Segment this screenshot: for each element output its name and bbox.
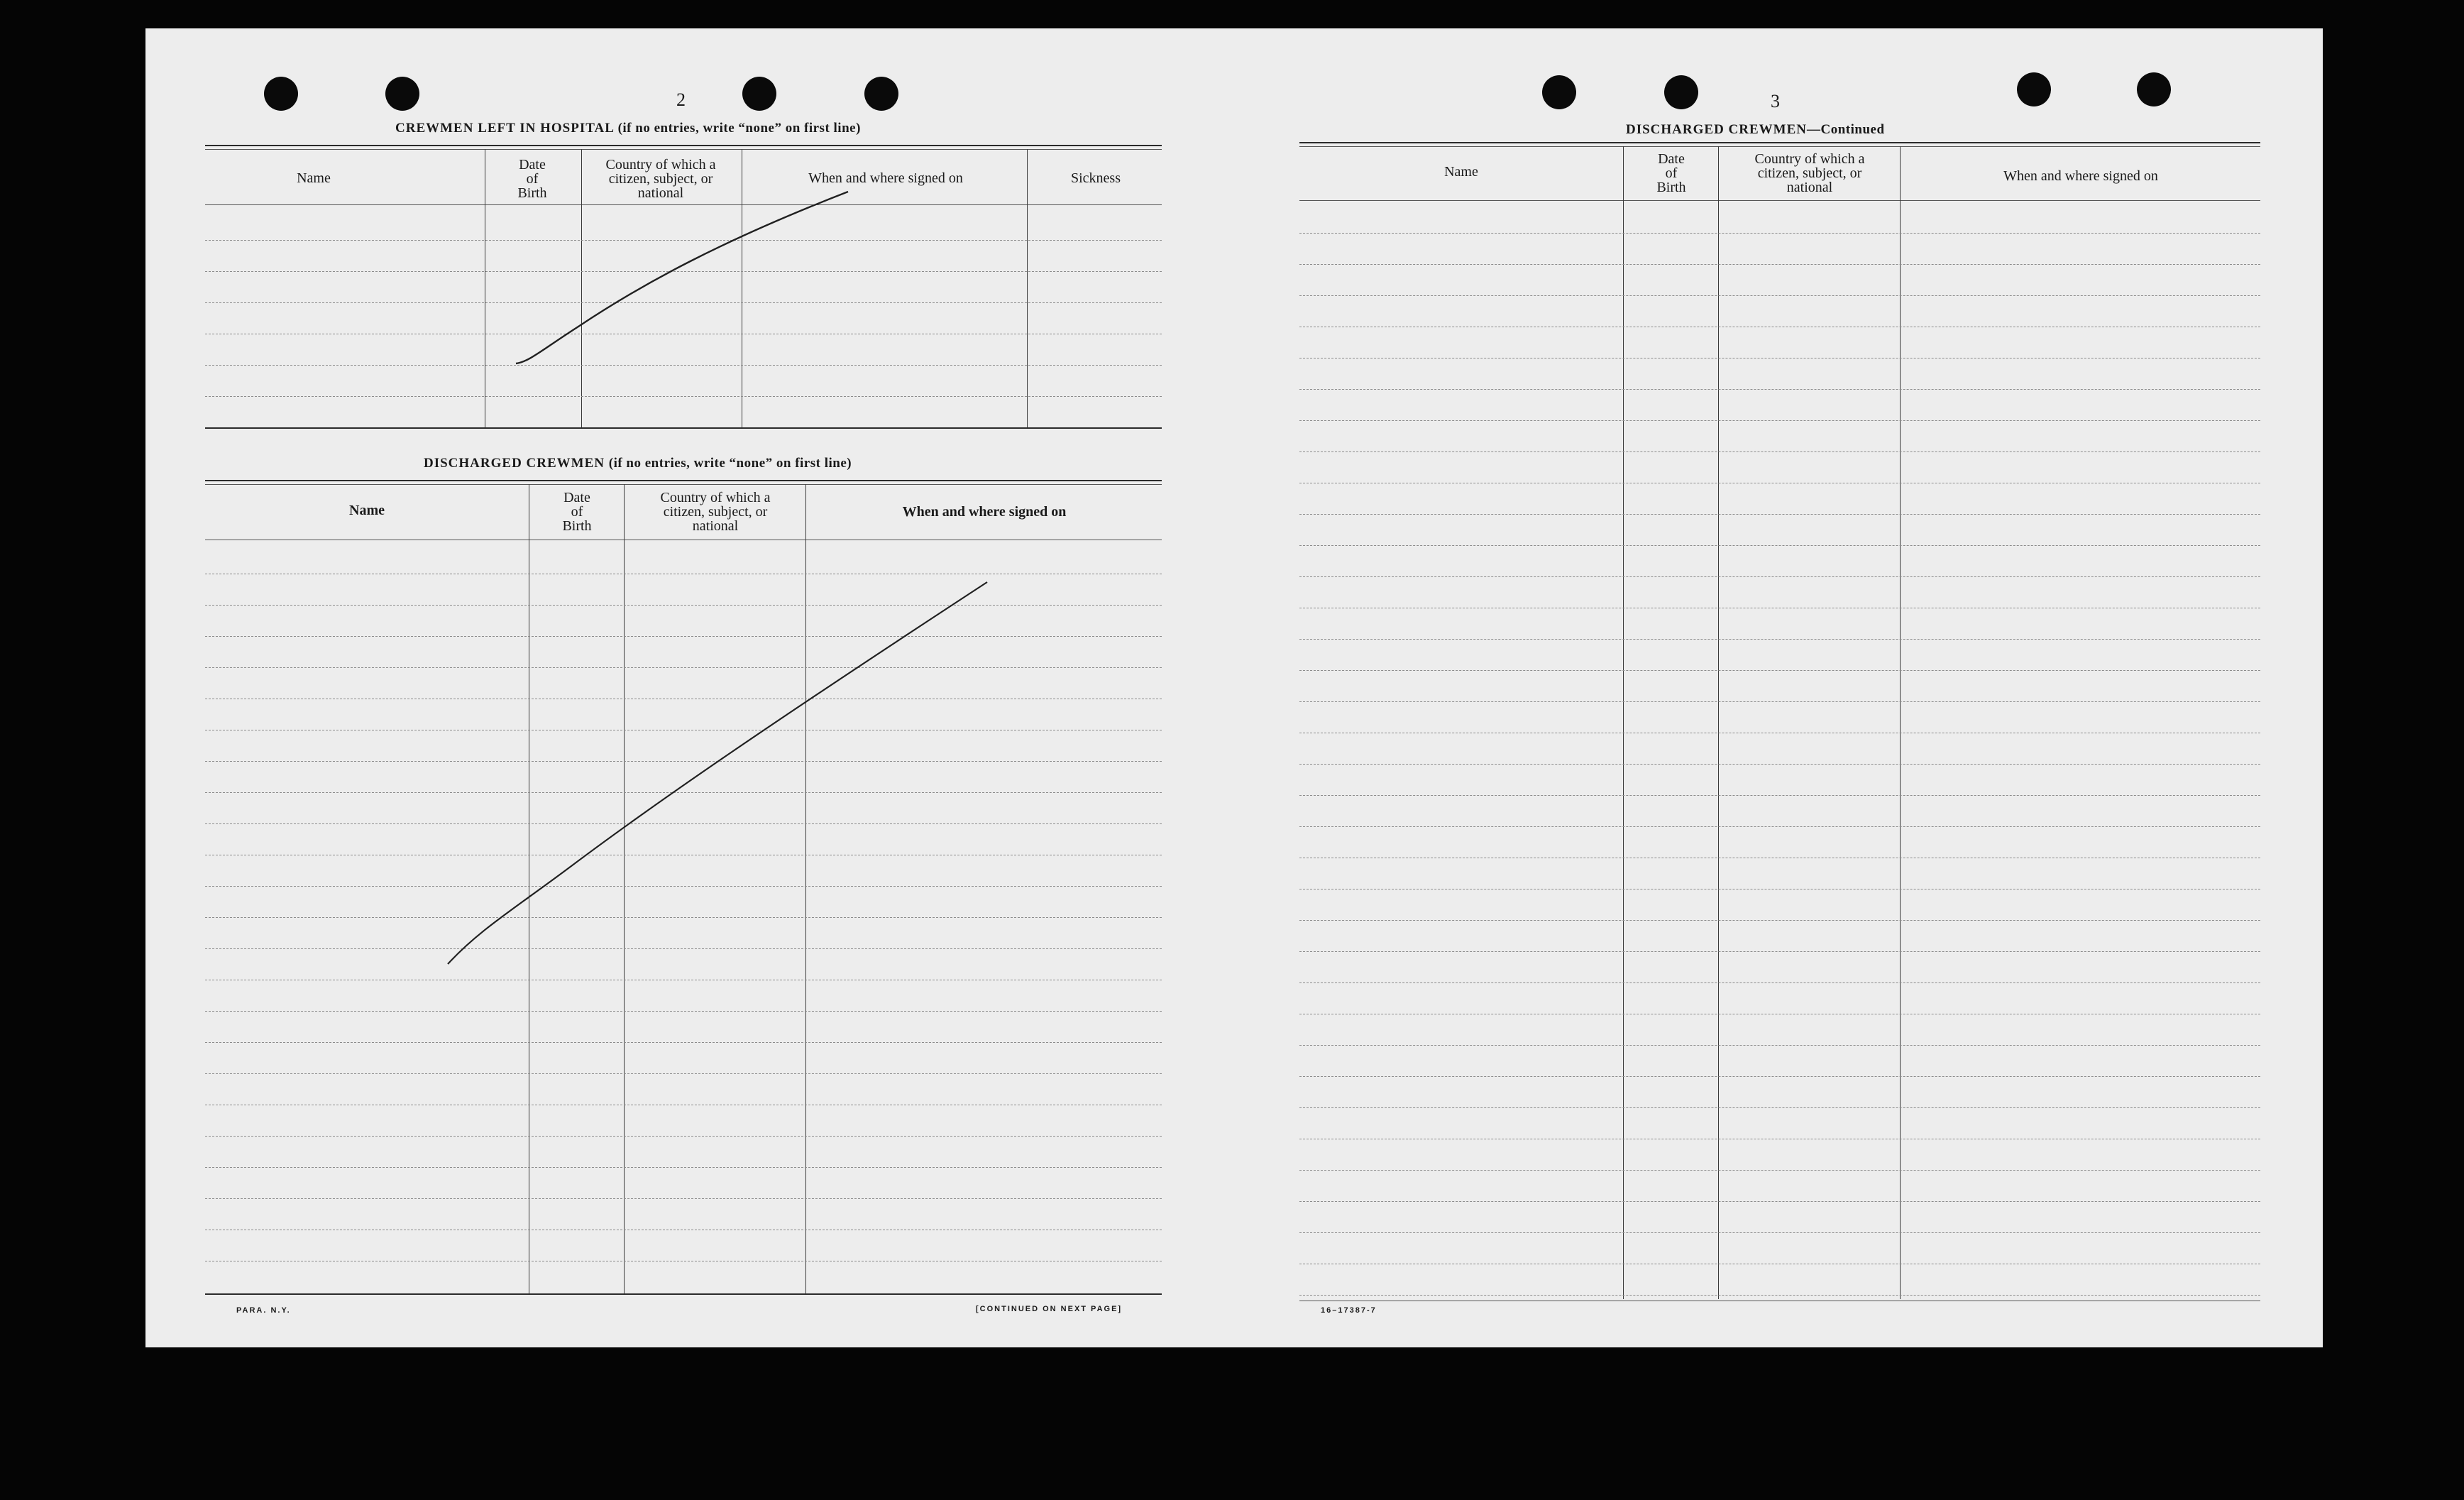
discharged-header-signed: When and where signed on bbox=[902, 504, 1067, 520]
right-header-name: Name bbox=[1444, 164, 1478, 180]
hospital-header-signed: When and where signed on bbox=[808, 170, 963, 186]
hospital-header-name: Name bbox=[297, 170, 331, 186]
discharged-header-dob: Date of Birth bbox=[562, 490, 592, 534]
page-number-left: 2 bbox=[676, 89, 686, 110]
hospital-title-main: CREWMEN LEFT IN HOSPITAL bbox=[395, 121, 614, 136]
printer-imprint: PARA. N.Y. bbox=[236, 1306, 291, 1315]
discharged-none-stroke bbox=[448, 582, 987, 964]
page-number-right: 3 bbox=[1771, 91, 1781, 111]
right-header-dob: Date of Birth bbox=[1656, 151, 1686, 195]
discharged-title-note: (if no entries, write “none” on first line) bbox=[608, 456, 852, 471]
continued-title-suffix: —Continued bbox=[1807, 122, 1885, 137]
discharged-header-country: Country of which a citizen, subject, or national bbox=[660, 490, 771, 534]
none-strokes bbox=[145, 28, 2323, 1347]
discharged-title-main: DISCHARGED CREWMEN bbox=[424, 456, 605, 471]
hospital-header-country: Country of which a citizen, subject, or national bbox=[605, 157, 716, 201]
hospital-header-dob: Date of Birth bbox=[517, 157, 547, 201]
continued-note: [CONTINUED ON NEXT PAGE] bbox=[976, 1305, 1123, 1313]
discharged-header-name: Name bbox=[349, 503, 385, 518]
hospital-title-note: (if no entries, write “none” on first line) bbox=[617, 121, 861, 136]
form-number: 16–17387-7 bbox=[1321, 1306, 1377, 1315]
right-header-signed: When and where signed on bbox=[2003, 168, 2158, 184]
form-sheet bbox=[145, 28, 2323, 1347]
continued-title-main: DISCHARGED CREWMEN bbox=[1626, 122, 1807, 137]
hospital-header-sickness: Sickness bbox=[1071, 170, 1121, 186]
right-header-country: Country of which a citizen, subject, or national bbox=[1754, 151, 1865, 195]
hospital-none-stroke bbox=[516, 192, 848, 363]
